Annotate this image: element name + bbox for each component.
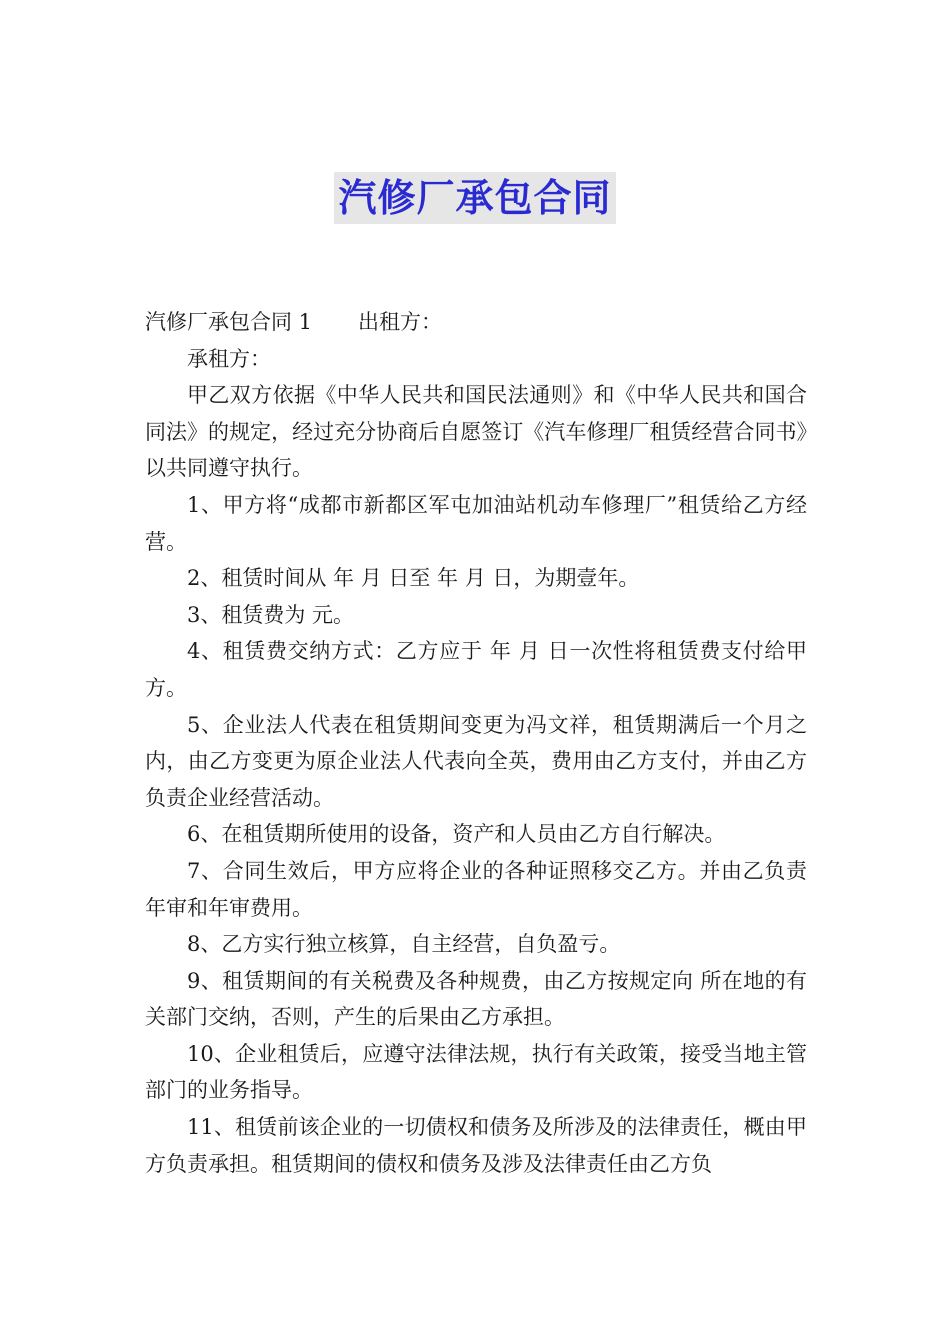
- paragraph-intro: 甲乙双方依据《中华人民共和国民法通则》和《中华人民共和国合同法》的规定，经过充分协商后自愿签订《汽车修理厂租赁经营合同书》以共同遵守执行。: [145, 383, 807, 481]
- contract-heading: 汽修厂承包合同 1: [145, 310, 313, 334]
- clause-3: 3、租赁费为 元。: [187, 602, 355, 627]
- lessee-label: 承租方：: [187, 346, 271, 371]
- clause-1: 1、甲方将“成都市新都区军屯加油站机动车修理厂”租赁给乙方经营。: [145, 492, 807, 554]
- clause-2: 2、租赁时间从 年 月 日至 年 月 日，为期壹年。: [187, 566, 640, 591]
- clause-11: 11、租赁前该企业的一切债权和债务及所涉及的法律责任，概由甲方负责承担。租赁期间的债权和债务及涉及法律责任由乙方负: [145, 1115, 807, 1176]
- clause-6: 6、在租赁期所使用的设备，资产和人员由乙方自行解决。: [187, 822, 726, 847]
- title-container: [0, 172, 950, 224]
- first-line: [145, 304, 807, 341]
- lessor-label: 出租方：: [358, 310, 443, 334]
- clause-4: 4、租赁费交纳方式：乙方应于 年 月 日一次性将租赁费支付给甲方。: [145, 639, 807, 700]
- document-title: 汽修厂承包合同: [334, 172, 615, 224]
- document-body: [145, 304, 807, 1182]
- clause-10: 10、企业租赁后，应遵守法律法规，执行有关政策，接受当地主管部门的业务指导。: [145, 1041, 807, 1103]
- clause-8: 8、乙方实行独立核算，自主经营，自负盈亏。: [187, 932, 621, 957]
- clause-9: 9、租赁期间的有关税费及各种规费，由乙方按规定向 所在地的有关部门交纳，否则，产生的后果由乙方承担。: [145, 968, 807, 1030]
- clause-7: 7、合同生效后，甲方应将企业的各种证照移交乙方。并由乙负责年审和年审费用。: [145, 858, 807, 920]
- clause-5: 5、企业法人代表在租赁期间变更为冯文祥，租赁期满后一个月之内，由乙方变更为原企业法人代表向全英，费用由乙方支付，并由乙方负责企业经营活动。: [145, 712, 807, 810]
